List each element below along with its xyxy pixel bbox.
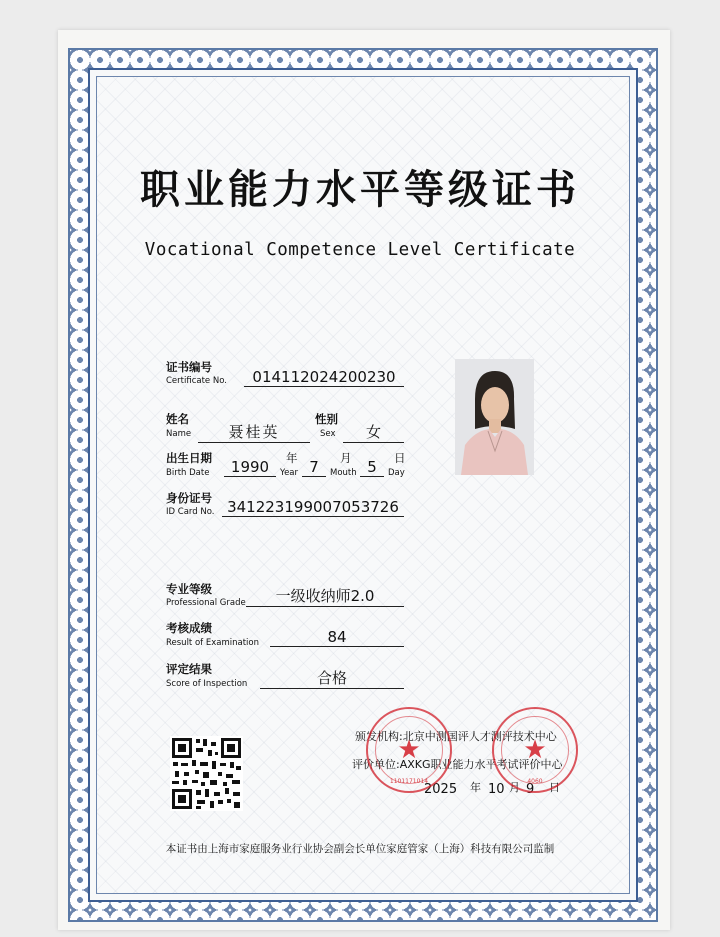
certificate-title-cn: 职业能力水平等级证书 — [140, 167, 580, 213]
sex-label-cn: 性别 — [315, 412, 338, 426]
result-value: 84 — [270, 628, 404, 647]
seal-left-number: 1101171014 — [389, 778, 429, 785]
score-label-en: Score of Inspection — [166, 679, 248, 689]
grade-label-cn: 专业等级 — [166, 582, 212, 596]
issue-month-label: 月 — [509, 781, 520, 794]
certificate-number-value: 014112024200230 — [244, 368, 404, 387]
score-value: 合格 — [260, 667, 404, 689]
official-seal-right — [492, 707, 578, 793]
issue-day-value: 9 — [526, 782, 535, 797]
id-card-value: 341223199007053726 — [222, 498, 404, 517]
issue-year-label: 年 — [470, 781, 481, 794]
certificate-number-label-cn: 证书编号 — [166, 360, 212, 374]
star-icon: ★ — [523, 735, 547, 765]
certificate-number-label-en: Certificate No. — [166, 376, 227, 386]
birth-year-value: 1990 — [224, 458, 276, 477]
birth-date-label-cn: 出生日期 — [166, 451, 212, 465]
certificate-footer: 本证书由上海市家庭服务业行业协会副会长单位家庭管家（上海）科技有限公司监制 — [165, 843, 555, 855]
birth-year-label-cn: 年 — [286, 451, 298, 465]
birth-day-label-cn: 日 — [394, 451, 406, 465]
score-label-cn: 评定结果 — [166, 662, 212, 676]
star-icon: ★ — [397, 735, 421, 765]
result-label-en: Result of Examination — [166, 638, 259, 648]
birth-date-label-en: Birth Date — [166, 468, 210, 478]
seal-right-number: 4060 — [527, 778, 543, 785]
birth-year-label-en: Year — [280, 468, 298, 478]
birth-day-value: 5 — [360, 458, 384, 477]
grade-label-en: Professional Grade — [166, 598, 246, 608]
birth-day-label-en: Day — [388, 468, 405, 478]
sex-label-en: Sex — [320, 429, 336, 439]
result-label-cn: 考核成绩 — [166, 621, 212, 635]
qr-code[interactable] — [170, 736, 243, 811]
portrait-image — [455, 359, 534, 475]
qr-code-image — [170, 736, 243, 811]
issue-day-label: 日 — [549, 781, 560, 794]
name-label-cn: 姓名 — [166, 412, 189, 426]
issuer-text: 颁发机构:北京中测国评人才测评技术中心 — [355, 730, 557, 743]
grade-value: 一级收纳师2.0 — [246, 585, 404, 607]
sex-value: 女 — [343, 421, 404, 443]
birth-month-value: 7 — [302, 458, 326, 477]
name-value: 聂桂英 — [198, 421, 310, 443]
birth-month-label-cn: 月 — [340, 451, 352, 465]
portrait-photo — [455, 359, 534, 475]
issue-month-value: 10 — [488, 782, 505, 797]
id-card-label-cn: 身份证号 — [166, 491, 212, 505]
name-label-en: Name — [166, 429, 192, 439]
official-seal-left — [366, 707, 452, 793]
certificate-title-en: Vocational Competence Level Certificate — [144, 240, 576, 260]
birth-month-label-en: Mouth — [330, 468, 357, 478]
issue-year-value: 2025 — [424, 782, 458, 797]
evaluator-text: 评价单位:AXKG职业能力水平考试评价中心 — [352, 758, 563, 771]
id-card-label-en: ID Card No. — [166, 507, 215, 517]
